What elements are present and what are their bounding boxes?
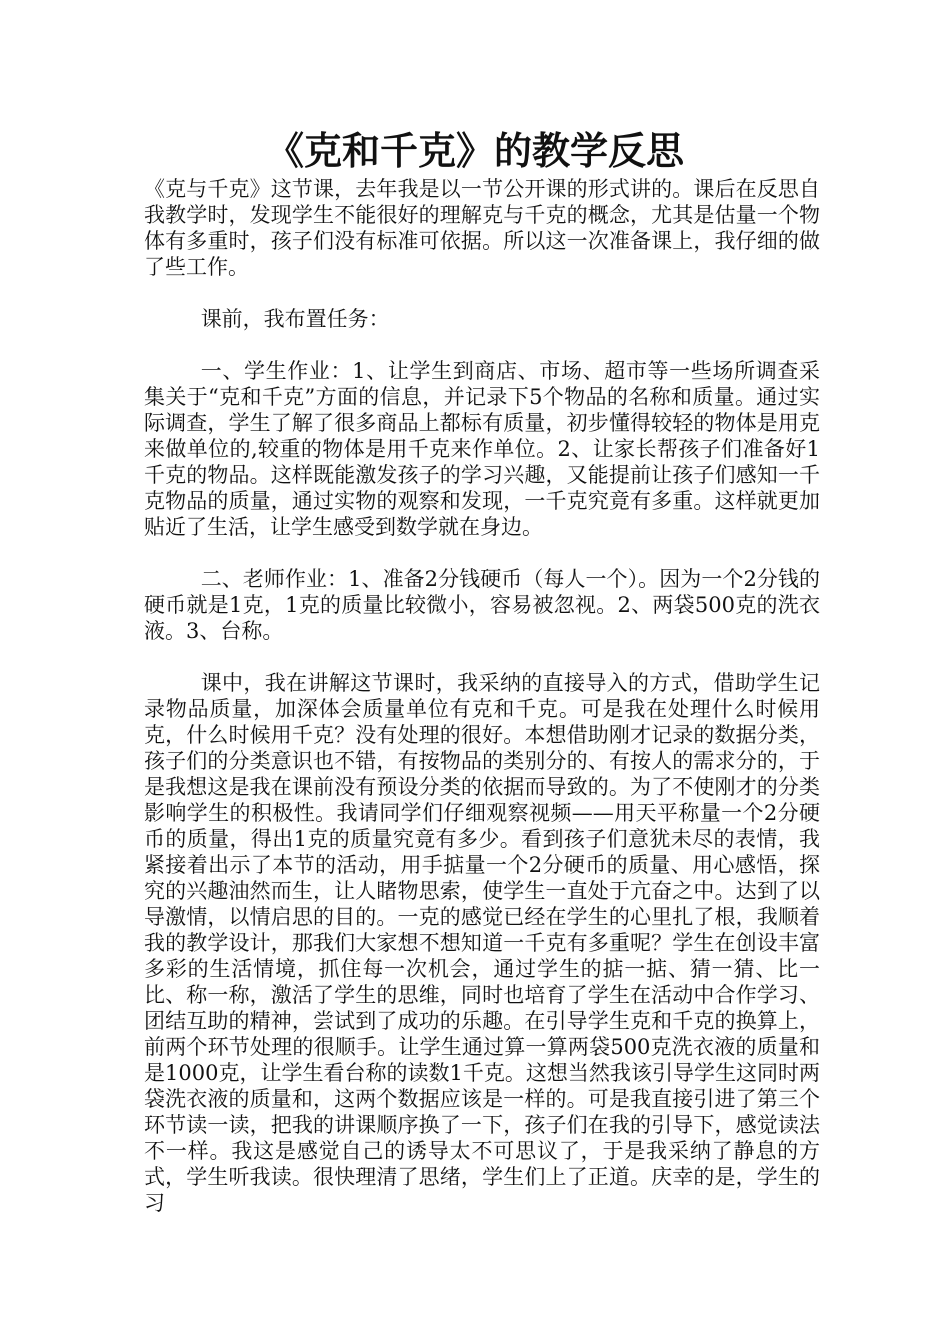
paragraph-pre-class-task: 课前，我布置任务： bbox=[200, 307, 390, 331]
paragraph-in-class: 课中，我在讲解这节课时，我采纳的直接导入的方式，借助学生记录物品质量，加深体会质量单位有克和千克。可是我在处理什么时候用克，什么时候用千克？没有处理的很好。本想借助刚才记录的数据分类，孩子们的分类意识也不错，有按物品的类别分的、有按人的需求分的，于是我想这是我在课前没有预设分类的依据而导致的。为了不使刚才的分类影响学生的积极性。我请同学们仔细观察视频——用天平称量一个2分硬币的质量，得出1克的质量究竟有多少。看到孩子们意犹未尽的表情，我紧接着出示了本节的活动，用手掂量一个2分硬币的质量、用心感悟，探究的兴趣油然而生，让人睹物思索，使学生一直处于亢奋之中。达到了以导激情，以情启思的目的。一克的感觉已经在学生的心里扎了根，我顺着我的教学设计，那我们大家想不想知道一千克有多重呢？学生在创设丰富多彩的生活情境，抓住每一次机会，通过学生的掂一掂、猜一猜、比一比、称一称，激活了学生的思维，同时也培育了学生在活动中合作学习、团结互助的精神，尝试到了成功的乐趣。在引导学生克和千克的换算上，前两个环节处理的很顺手。让学生通过算一算两袋500克洗衣液的质量和是1000克，让学生看台称的读数1千克。这想当然我该引导学生这同时两袋洗衣液的质量和，这两个数据应该是一样的。可是我直接引进了第三个环节读一读，把我的讲课顺序换了一下，孩子们在我的引导下，感觉读法不一样。我这是感觉自己的诱导太不可思议了，于是我采纳了静息的方式，学生听我读。很快理清了思绪，学生们上了正道。庆幸的是，学生的习 bbox=[144, 671, 820, 1215]
paragraph-teacher-homework: 二、老师作业：1、准备2分钱硬币（每人一个）。因为一个2分钱的硬币就是1克，1克的质量比较微小，容易被忽视。2、两袋500克的洗衣液。3、台称。 bbox=[144, 567, 820, 643]
document-body bbox=[144, 176, 820, 1216]
paragraph-spacer bbox=[144, 644, 820, 670]
paragraph-spacer bbox=[144, 540, 820, 566]
paragraph-spacer bbox=[144, 332, 820, 358]
paragraph-intro: 《克与千克》这节课，去年我是以一节公开课的形式讲的。课后在反思自我教学时，发现学生不能很好的理解克与千克的概念，尤其是估量一个物体有多重时，孩子们没有标准可依据。所以这一次准备课上，我仔细的做了些工作。 bbox=[144, 177, 820, 279]
document-title: 《克和千克》的教学反思 bbox=[265, 128, 684, 173]
paragraph-student-homework: 一、学生作业：1、让学生到商店、市场、超市等一些场所调查采集关于“克和千克”方面的信息，并记录下5个物品的名称和质量。通过实际调查，学生了解了很多商品上都标有质量，初步懂得较轻的物体是用克来做单位的,较重的物体是用千克来作单位。2、让家长帮孩子们准备好1千克的物品。这样既能激发孩子的学习兴趣，又能提前让孩子们感知一千克物品的质量，通过实物的观察和发现，一千克究竟有多重。这样就更加贴近了生活，让学生感受到数学就在身边。 bbox=[144, 359, 820, 539]
paragraph-spacer bbox=[144, 280, 820, 306]
